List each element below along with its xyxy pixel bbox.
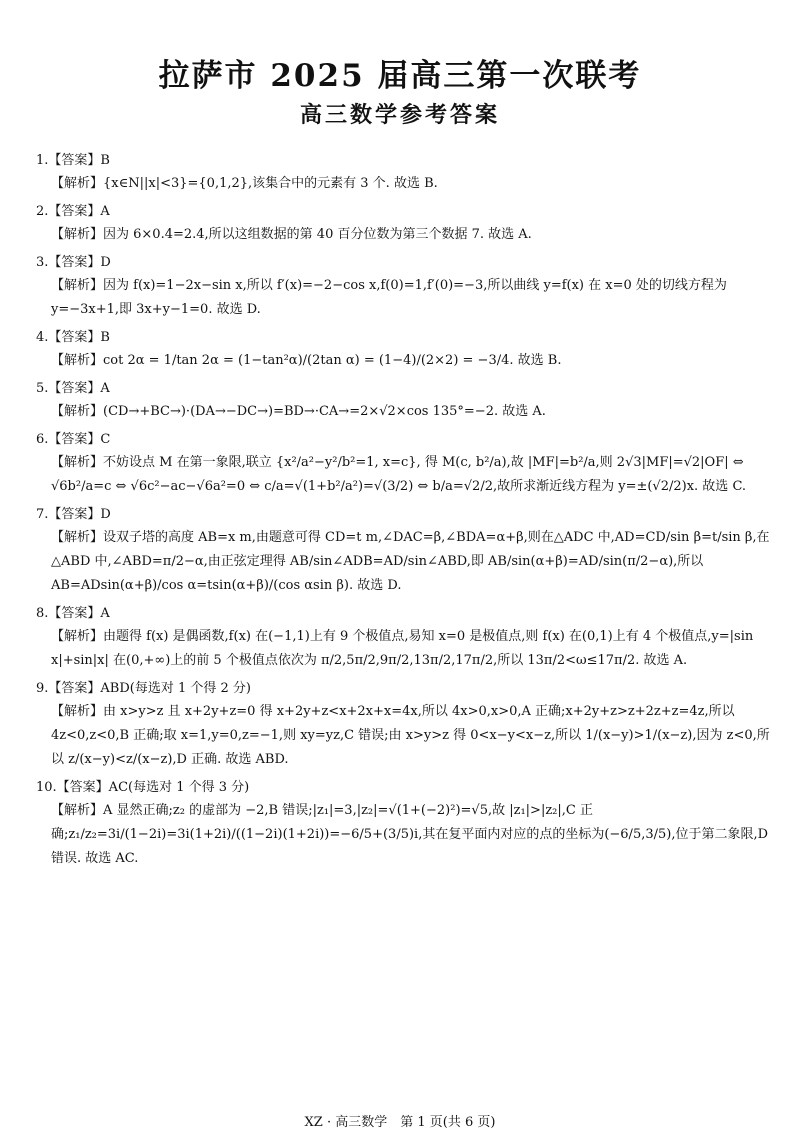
page-title: 拉萨市 2025 届高三第一次联考	[158, 58, 642, 94]
analysis-text: 【解析】设双子塔的高度 AB=x m,由题意可得 CD=t m,∠DAC=β,∠BDA=α+β,则在△ADC 中,AD=CD/sin β=t/sin β,在△ABD 中,∠ABD=π/2−α,由正弦定理得 AB/sin∠ADB=AD/sin∠ABD,即 AB/sin(α+β)=AD/sin(π/2−α),所以 AB=ADsin(α+β)/cos α=tsin(α+β)/(cos αsin β). 故选 D.	[51, 530, 770, 593]
answer-line: 10.【答案】AC(每选对 1 个得 3 分)	[36, 780, 250, 795]
analysis-text: 【解析】由题得 f(x) 是偶函数,f(x) 在(−1,1)上有 9 个极值点,易知 x=0 是极值点,则 f(x) 在(0,1)上有 4 个极值点,y=|sin x|+sin|x| 在(0,+∞)上的前 5 个极值点依次为 π/2,5π/2,9π/2,13π/2,17π/2,所以 13π/2<ω≤17π/2. 故选 A.	[51, 629, 754, 668]
analysis-text: 【解析】因为 6×0.4=2.4,所以这组数据的第 40 百分位数为第三个数据 7. 故选 A.	[51, 227, 532, 242]
answer-line: 7.【答案】D	[36, 507, 111, 522]
analysis-text: 【解析】因为 f(x)=1−2x−sin x,所以 f′(x)=−2−cos x,f(0)=1,f′(0)=−3,所以曲线 y=f(x) 在 x=0 处的切线方程为 y=−3x+1,即 3x+y−1=0. 故选 D.	[51, 278, 727, 317]
answer-line: 5.【答案】A	[36, 381, 110, 396]
answer-item-3	[36, 252, 770, 322]
answer-item-1	[36, 150, 770, 196]
answer-item-6	[36, 429, 770, 499]
answer-line: 9.【答案】ABD(每选对 1 个得 2 分)	[36, 681, 251, 696]
analysis-text: 【解析】不妨设点 M 在第一象限,联立 {x²/a²−y²/b²=1, x=c}, 得 M(c, b²/a),故 |MF|=b²/a,则 2√3|MF|=√2|OF| ⇔ √6b²/a=c ⇔ √6c²−ac−√6a²=0 ⇔ c/a=√(1+b²/a²)=√(3/2) ⇔ b/a=√2/2,故所求渐近线方程为 y=±(√2/2)x. 故选 C.	[51, 455, 747, 494]
answer-line: 4.【答案】B	[36, 330, 110, 345]
answer-line: 3.【答案】D	[36, 255, 111, 270]
answer-list	[36, 150, 770, 876]
answer-item-2	[36, 201, 770, 247]
page-footer: XZ · 高三数学 第 1 页(共 6 页)	[304, 1115, 496, 1130]
answer-item-10	[36, 777, 770, 871]
answer-item-5	[36, 378, 770, 424]
analysis-text: 【解析】{x∈N||x|<3}={0,1,2},该集合中的元素有 3 个. 故选 B.	[51, 176, 438, 191]
analysis-text: 【解析】A 显然正确;z₂ 的虚部为 −2,B 错误;|z₁|=3,|z₂|=√(1+(−2)²)=√5,故 |z₁|>|z₂|,C 正确;z₁/z₂=3i/(1−2i)=3i(1+2i)/((1−2i)(1+2i))=−6/5+(3/5)i,其在复平面内对应的点的坐标为(−6/5,3/5),位于第二象限,D 错误. 故选 AC.	[51, 803, 769, 866]
answer-item-8	[36, 603, 770, 673]
analysis-text: 【解析】由 x>y>z 且 x+2y+z=0 得 x+2y+z<x+2x+x=4x,所以 4x>0,x>0,A 正确;x+2y+z>z+2z+z=4z,所以 4z<0,z<0,B 正确;取 x=1,y=0,z=−1,则 xy=yz,C 错误;由 x>y>z 得 0<x−y<x−z,所以 1/(x−y)>1/(x−z),因为 z<0,所以 z/(x−y)<z/(x−z),D 正确. 故选 ABD.	[51, 704, 770, 767]
answer-item-7	[36, 504, 770, 598]
analysis-text: 【解析】(CD→+BC→)·(DA→−DC→)=BD→·CA→=2×√2×cos 135°=−2. 故选 A.	[51, 404, 546, 419]
answer-line: 2.【答案】A	[36, 204, 110, 219]
answer-line: 8.【答案】A	[36, 606, 110, 621]
answer-line: 6.【答案】C	[36, 432, 111, 447]
answer-item-9	[36, 678, 770, 772]
analysis-text: 【解析】cot 2α = 1/tan 2α = (1−tan²α)/(2tan α) = (1−4)/(2×2) = −3/4. 故选 B.	[51, 353, 562, 368]
answer-line: 1.【答案】B	[36, 153, 110, 168]
page-subtitle: 高三数学参考答案	[299, 102, 500, 128]
answer-item-4	[36, 327, 770, 373]
